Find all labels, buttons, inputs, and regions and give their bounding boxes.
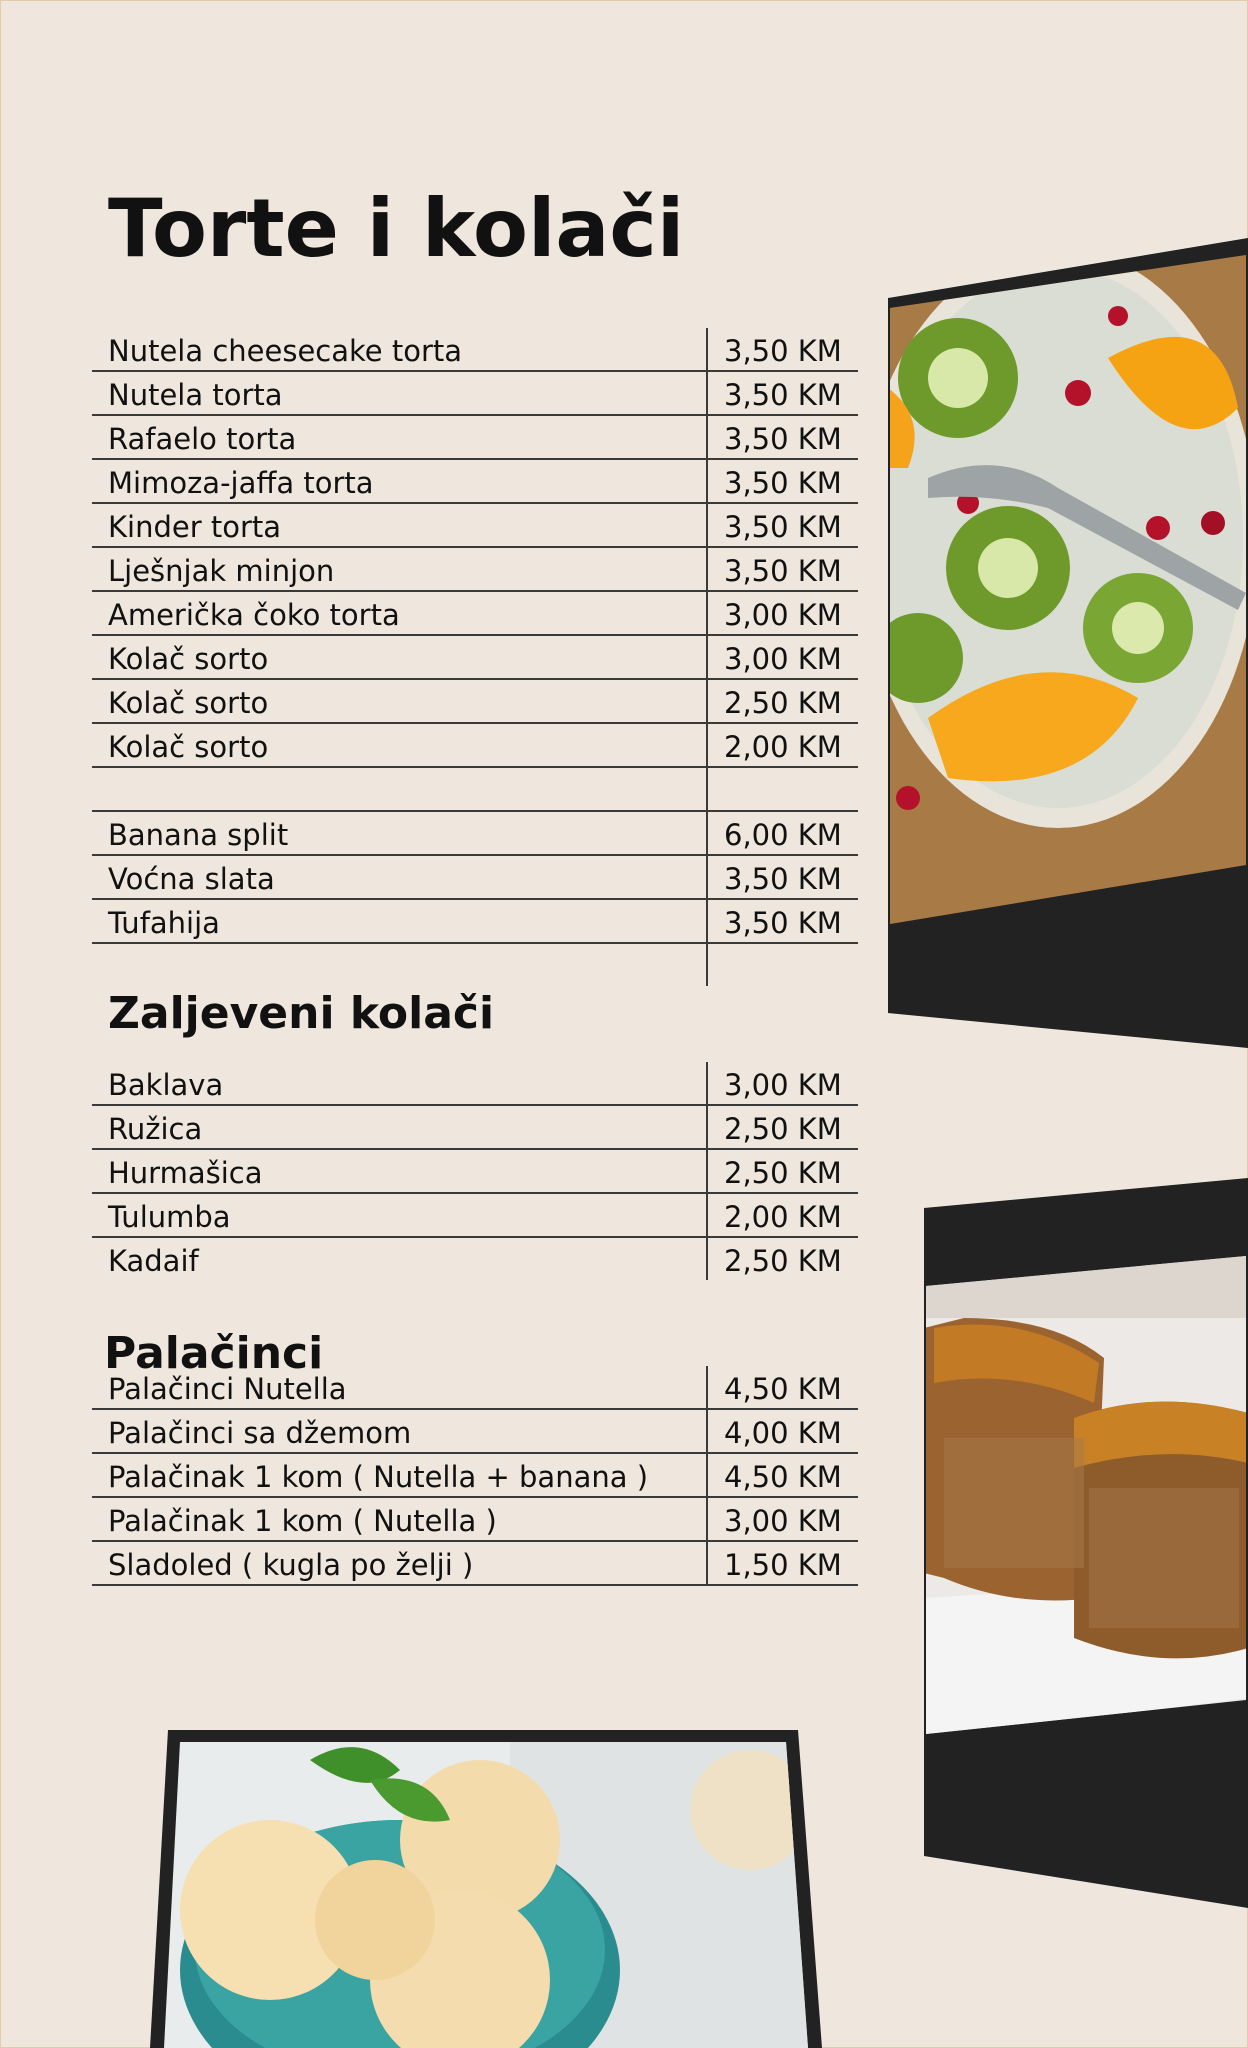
- item-price-cell: [706, 416, 858, 458]
- item-price-cell: [706, 1106, 858, 1148]
- item-price: 3,50 KM: [724, 554, 842, 588]
- item-price: 3,50 KM: [724, 510, 842, 544]
- item-price: 3,50 KM: [724, 906, 842, 940]
- menu-row: [92, 1454, 858, 1498]
- menu-row: [92, 812, 858, 856]
- item-price-cell: [706, 768, 858, 810]
- item-name: Kolač sorto: [108, 686, 269, 720]
- item-name: Nutela torta: [108, 378, 283, 412]
- item-name: Ružica: [108, 1112, 203, 1146]
- menu-row: [92, 856, 858, 900]
- item-price: 2,00 KM: [724, 1200, 842, 1234]
- item-name: Kolač sorto: [108, 642, 269, 676]
- item-name: Palačinak 1 kom ( Nutella + banana ): [108, 1460, 649, 1494]
- item-price: 1,50 KM: [724, 1548, 842, 1582]
- menu-row: [92, 1238, 858, 1280]
- item-price-cell: [706, 1542, 858, 1584]
- item-price: 3,50 KM: [724, 862, 842, 896]
- section-heading-zaljeveni: Zaljeveni kolači: [108, 988, 495, 1039]
- item-price-cell: [706, 1150, 858, 1192]
- baklava-photo: [924, 1178, 1248, 1908]
- item-price: 3,00 KM: [724, 1504, 842, 1538]
- item-price: 3,00 KM: [724, 1068, 842, 1102]
- item-name: Lješnjak minjon: [108, 554, 335, 588]
- item-name: Baklava: [108, 1068, 224, 1102]
- item-price: 2,50 KM: [724, 1244, 842, 1278]
- item-name: Kinder torta: [108, 510, 282, 544]
- item-price-cell: [706, 1238, 858, 1280]
- fruit-salad-photo: [888, 238, 1248, 1048]
- page-title: Torte i kolači: [108, 182, 685, 275]
- section-heading-palacinci: Palačinci: [104, 1328, 324, 1379]
- item-name: Kadaif: [108, 1244, 199, 1278]
- item-name: Rafaelo torta: [108, 422, 297, 456]
- item-price-cell: [706, 1454, 858, 1496]
- item-price: 3,00 KM: [724, 598, 842, 632]
- menu-row: [92, 416, 858, 460]
- item-price: 3,50 KM: [724, 378, 842, 412]
- menu-row: [92, 636, 858, 680]
- item-price-cell: [706, 460, 858, 502]
- item-name: Palačinci Nutella: [108, 1372, 347, 1406]
- item-price-cell: [706, 1410, 858, 1452]
- item-price-cell: [706, 328, 858, 370]
- menu-row: [92, 592, 858, 636]
- item-name: Sladoled ( kugla po želji ): [108, 1548, 474, 1582]
- item-price: 3,00 KM: [724, 642, 842, 676]
- item-price: 4,00 KM: [724, 1416, 842, 1450]
- menu-row: [92, 328, 858, 372]
- item-price: 3,50 KM: [724, 466, 842, 500]
- menu-row-spacer: [92, 944, 858, 986]
- item-price: 6,00 KM: [724, 818, 842, 852]
- item-name: Kolač sorto: [108, 730, 269, 764]
- item-price-cell: [706, 1062, 858, 1104]
- item-price: 4,50 KM: [724, 1372, 842, 1406]
- menu-row: [92, 1542, 858, 1586]
- item-price-cell: [706, 1366, 858, 1408]
- menu-row: [92, 460, 858, 504]
- item-price-cell: [706, 724, 858, 766]
- item-price: 3,50 KM: [724, 334, 842, 368]
- menu-row: [92, 548, 858, 592]
- torte-menu-table: [92, 328, 858, 986]
- menu-row-empty: [92, 768, 858, 812]
- menu-row: [92, 1062, 858, 1106]
- item-price: 4,50 KM: [724, 1460, 842, 1494]
- item-price: 2,50 KM: [724, 1156, 842, 1190]
- menu-row: [92, 680, 858, 724]
- item-price-cell: [706, 372, 858, 414]
- item-name: Palačinci sa džemom: [108, 1416, 412, 1450]
- item-name: Banana split: [108, 818, 289, 852]
- item-price: 3,50 KM: [724, 422, 842, 456]
- item-price-cell: [706, 592, 858, 634]
- item-price-cell: [706, 680, 858, 722]
- menu-row: [92, 504, 858, 548]
- menu-row: [92, 1366, 858, 1410]
- item-price: 2,00 KM: [724, 730, 842, 764]
- item-name: Američka čoko torta: [108, 598, 400, 632]
- item-price: 2,50 KM: [724, 1112, 842, 1146]
- item-name: Tulumba: [108, 1200, 231, 1234]
- item-price-cell: [706, 548, 858, 590]
- item-price-cell: [706, 1194, 858, 1236]
- menu-row: [92, 1194, 858, 1238]
- item-price-cell: [706, 812, 858, 854]
- palacinci-menu-table: [92, 1366, 858, 1586]
- item-name: Voćna slata: [108, 862, 275, 896]
- item-name: Mimoza-jaffa torta: [108, 466, 374, 500]
- menu-row: [92, 1410, 858, 1454]
- item-price: 2,50 KM: [724, 686, 842, 720]
- item-price-cell: [706, 944, 858, 986]
- item-price-cell: [706, 1498, 858, 1540]
- item-price-cell: [706, 856, 858, 898]
- item-price-cell: [706, 900, 858, 942]
- item-name: Nutela cheesecake torta: [108, 334, 463, 368]
- item-name: Hurmašica: [108, 1156, 263, 1190]
- item-name: Tufahija: [108, 906, 220, 940]
- item-price-cell: [706, 636, 858, 678]
- menu-row: [92, 1150, 858, 1194]
- menu-row: [92, 900, 858, 944]
- item-name: Palačinak 1 kom ( Nutella ): [108, 1504, 497, 1538]
- menu-row: [92, 1106, 858, 1150]
- ice-cream-photo: [150, 1730, 840, 2048]
- menu-row: [92, 724, 858, 768]
- menu-row: [92, 1498, 858, 1542]
- menu-row: [92, 372, 858, 416]
- item-price-cell: [706, 504, 858, 546]
- zaljeveni-menu-table: [92, 1062, 858, 1280]
